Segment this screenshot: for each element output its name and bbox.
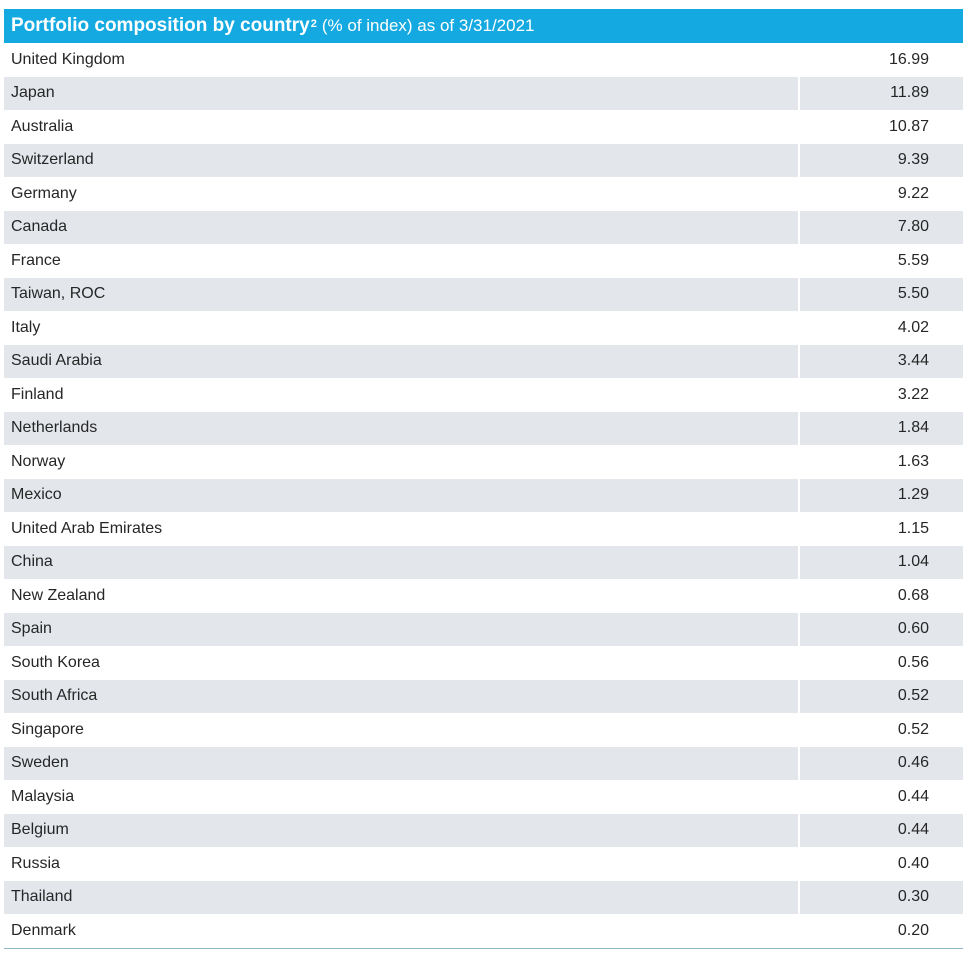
country-cell: France <box>4 244 800 278</box>
table-row <box>4 110 963 144</box>
percent-cell: 10.87 <box>888 117 929 135</box>
country-cell: Thailand <box>4 881 800 915</box>
country-cell: New Zealand <box>4 579 800 613</box>
country-cell: Saudi Arabia <box>4 345 800 379</box>
table-title: Portfolio composition by country <box>11 15 310 36</box>
table-row <box>4 780 963 814</box>
country-cell: South Africa <box>4 680 800 714</box>
table-row <box>4 814 963 848</box>
table-row <box>4 144 963 178</box>
percent-cell: 0.52 <box>897 687 929 705</box>
table-row <box>4 613 963 647</box>
table-row <box>4 311 963 345</box>
percent-cell: 0.52 <box>897 720 929 738</box>
percent-cell: 0.68 <box>897 586 929 604</box>
percent-cell: 1.84 <box>897 419 929 437</box>
percent-cell: 7.80 <box>897 218 929 236</box>
country-cell: Malaysia <box>4 780 800 814</box>
country-cell: Canada <box>4 211 800 245</box>
country-cell: Japan <box>4 77 800 111</box>
percent-cell: 0.56 <box>897 653 929 671</box>
percent-cell: 1.29 <box>897 486 929 504</box>
percent-cell: 1.63 <box>897 452 929 470</box>
table-subtitle: (% of index) as of 3/31/2021 <box>321 16 535 35</box>
country-cell: Switzerland <box>4 144 800 178</box>
table-row <box>4 445 963 479</box>
table-row <box>4 77 963 111</box>
table-row <box>4 512 963 546</box>
country-cell: Taiwan, ROC <box>4 278 800 312</box>
table-row <box>4 546 963 580</box>
table-row <box>4 713 963 747</box>
footnote-marker: 2 <box>310 18 317 30</box>
table-row <box>4 43 963 77</box>
percent-cell: 0.40 <box>897 854 929 872</box>
country-cell: Denmark <box>4 914 800 948</box>
table-row <box>4 177 963 211</box>
country-cell: Spain <box>4 613 800 647</box>
percent-cell: 9.39 <box>897 151 929 169</box>
country-cell: Singapore <box>4 713 800 747</box>
country-cell: Sweden <box>4 747 800 781</box>
table-row <box>4 479 963 513</box>
table-row <box>4 646 963 680</box>
country-cell: United Kingdom <box>4 43 800 77</box>
percent-cell: 3.44 <box>897 352 929 370</box>
country-cell: Mexico <box>4 479 800 513</box>
percent-cell: 0.46 <box>897 754 929 772</box>
percent-cell: 4.02 <box>897 318 929 336</box>
table-row <box>4 378 963 412</box>
table-row <box>4 914 963 948</box>
percent-cell: 5.50 <box>897 285 929 303</box>
percent-cell: 16.99 <box>888 50 929 68</box>
table-row <box>4 579 963 613</box>
country-cell: Australia <box>4 110 800 144</box>
table-row <box>4 881 963 915</box>
percent-cell: 9.22 <box>897 184 929 202</box>
country-cell: Germany <box>4 177 800 211</box>
country-cell: South Korea <box>4 646 800 680</box>
percent-cell: 1.15 <box>897 519 929 537</box>
country-cell: Finland <box>4 378 800 412</box>
country-cell: Russia <box>4 847 800 881</box>
country-cell: Netherlands <box>4 412 800 446</box>
country-cell: China <box>4 546 800 580</box>
country-cell: Italy <box>4 311 800 345</box>
percent-cell: 0.44 <box>897 787 929 805</box>
table-header <box>4 9 963 43</box>
table-row <box>4 747 963 781</box>
table-row <box>4 244 963 278</box>
table-row <box>4 278 963 312</box>
percent-cell: 3.22 <box>897 385 929 403</box>
percent-cell: 0.20 <box>897 921 929 939</box>
country-composition-table <box>4 9 963 949</box>
table-row <box>4 680 963 714</box>
percent-cell: 0.30 <box>897 888 929 906</box>
table-row <box>4 847 963 881</box>
table-row <box>4 211 963 245</box>
percent-cell: 0.60 <box>897 620 929 638</box>
table-row <box>4 345 963 379</box>
table-body <box>4 43 963 949</box>
country-cell: United Arab Emirates <box>4 512 800 546</box>
percent-cell: 1.04 <box>897 553 929 571</box>
percent-cell: 5.59 <box>897 251 929 269</box>
country-cell: Belgium <box>4 814 800 848</box>
percent-cell: 0.44 <box>897 821 929 839</box>
percent-cell: 11.89 <box>890 84 929 102</box>
country-cell: Norway <box>4 445 800 479</box>
table-row <box>4 412 963 446</box>
